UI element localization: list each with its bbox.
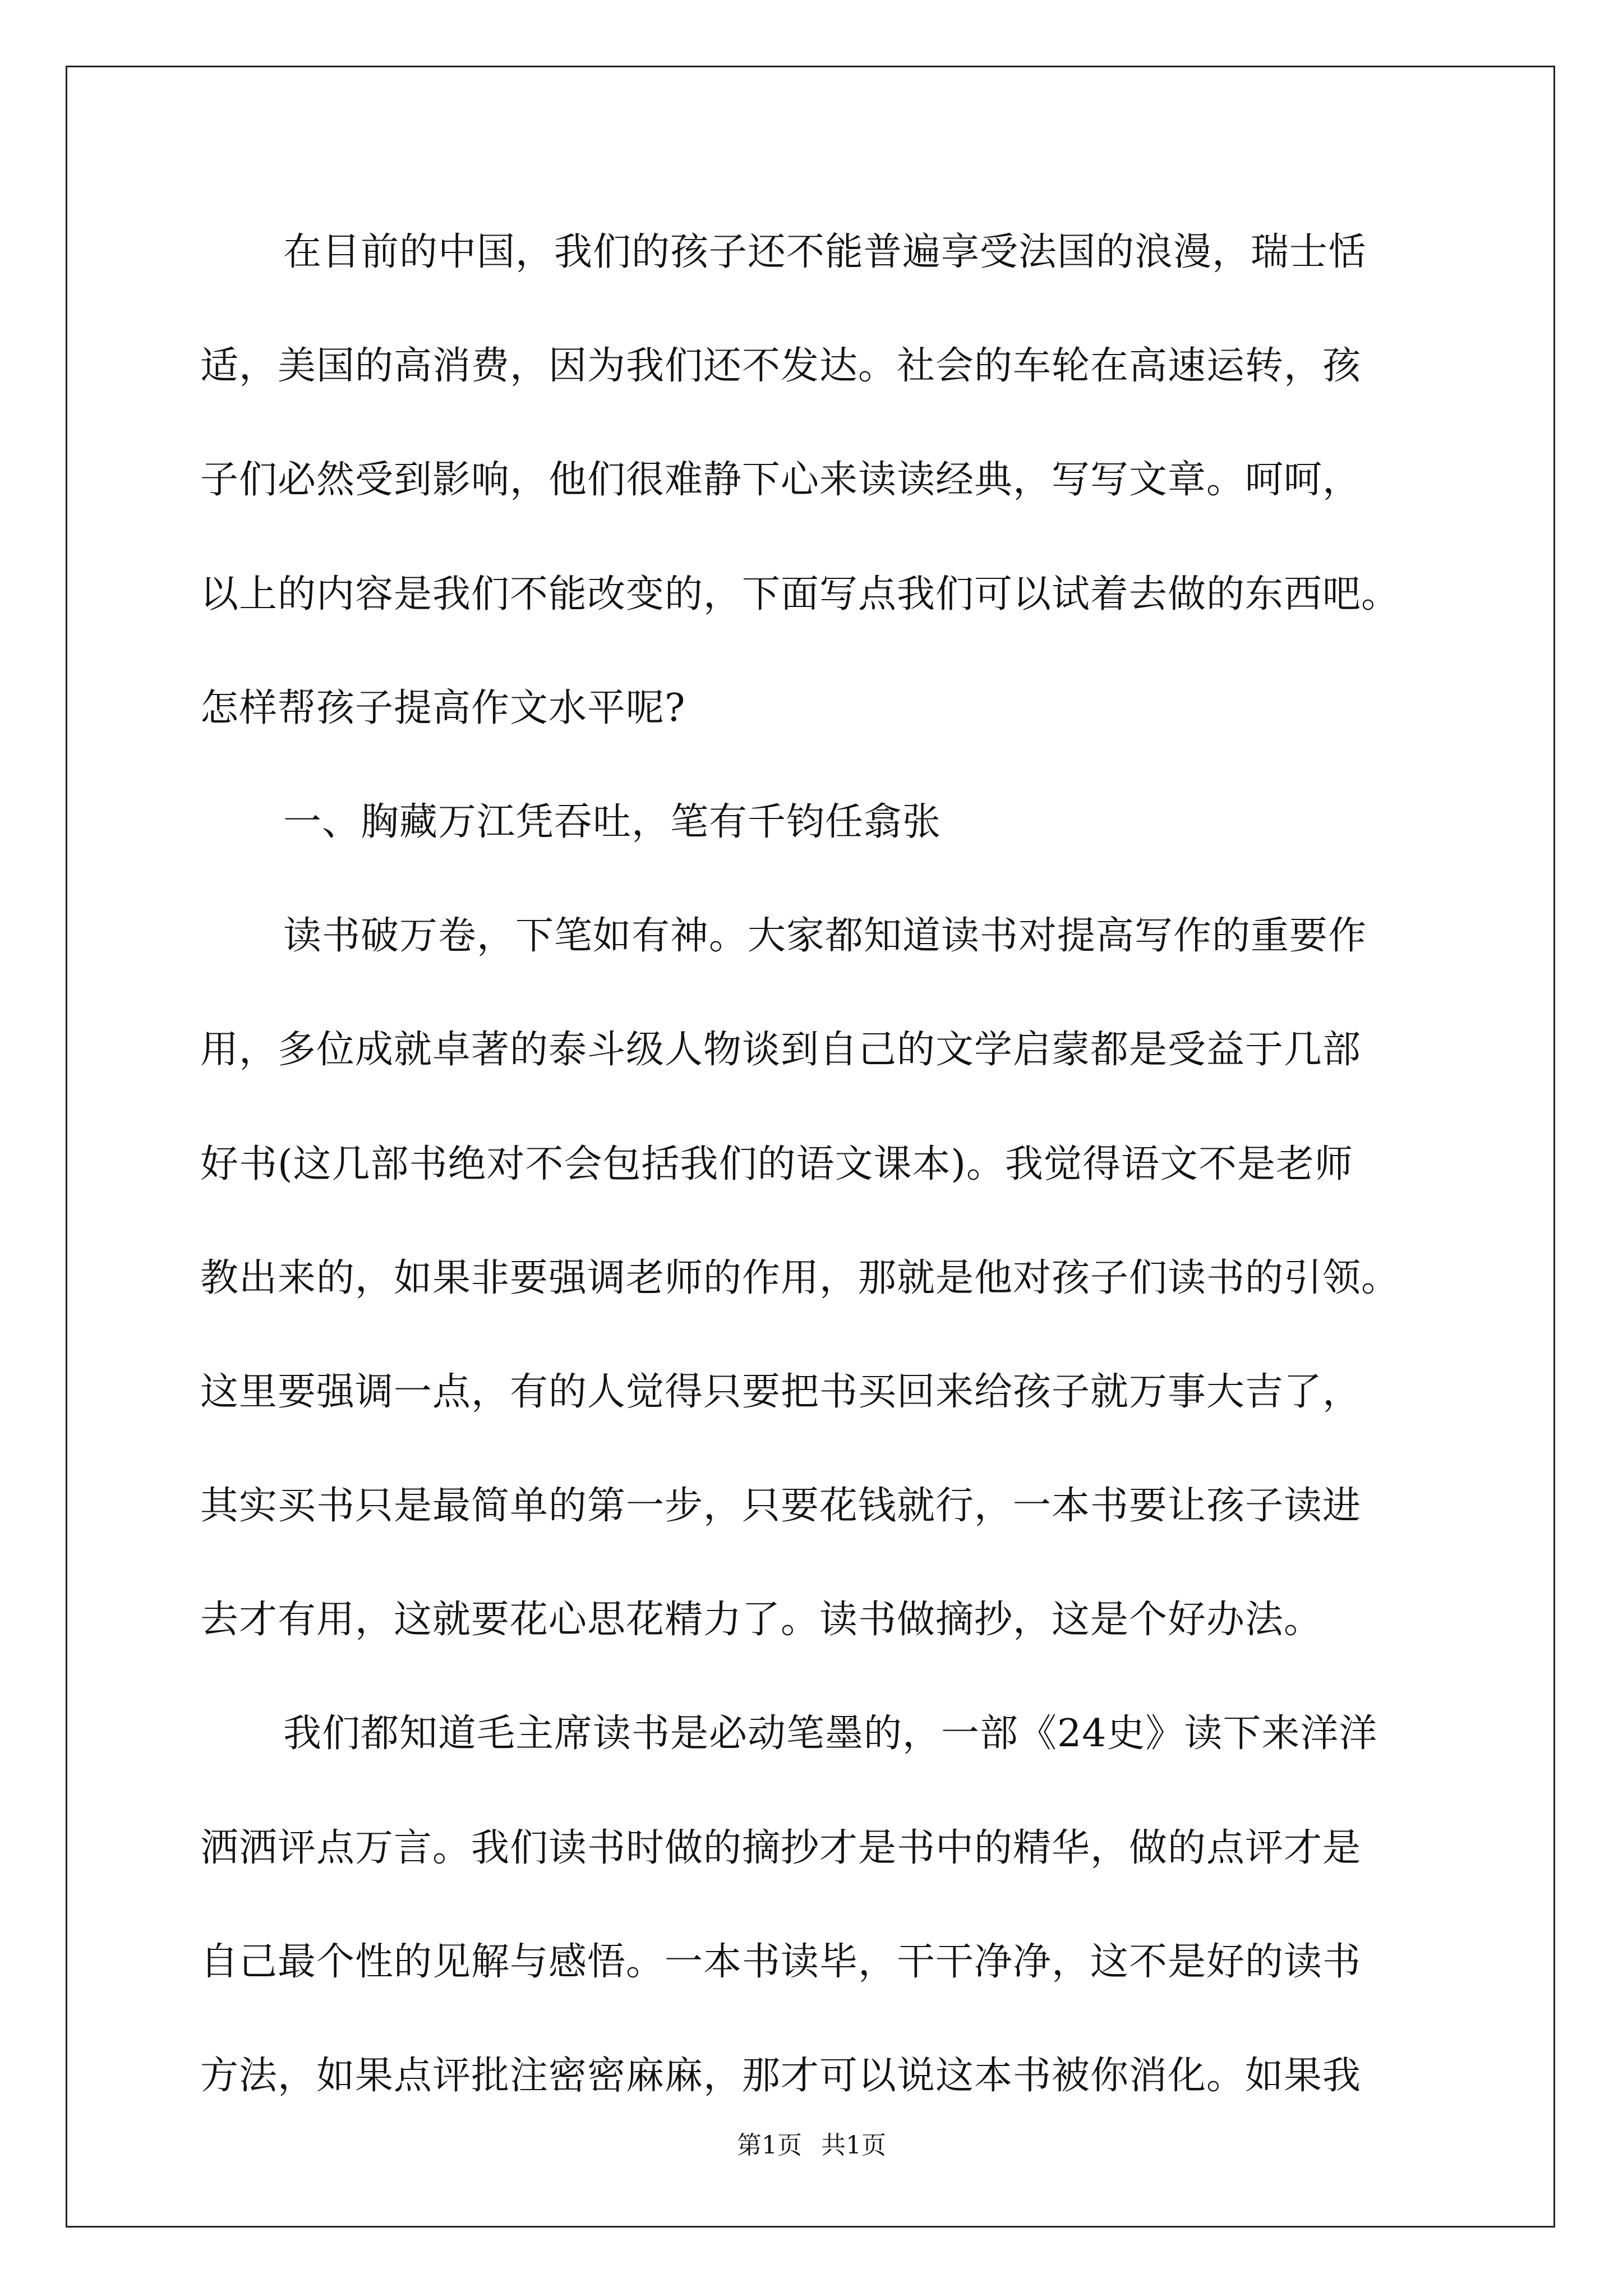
text-line: 用，多位成就卓著的泰斗级人物谈到自己的文学启蒙都是受益于几部 bbox=[200, 1028, 1362, 1073]
text-line: 以上的内容是我们不能改变的，下面写点我们可以试着去做的东西吧。 bbox=[200, 572, 1400, 616]
document-body bbox=[200, 219, 1428, 2156]
page-total: 共1页 bbox=[821, 2131, 886, 2160]
text-line: 好书(这几部书绝对不会包括我们的语文课本)。我觉得语文不是老师 bbox=[200, 1142, 1354, 1186]
text-line: 洒洒评点万言。我们读书时做的摘抄才是书中的精华，做的点评才是 bbox=[200, 1825, 1362, 1870]
text-line: 教出来的，如果非要强调老师的作用，那就是他对孩子们读书的引领。 bbox=[200, 1255, 1400, 1300]
text-line: 自己最个性的见解与感悟。一本书读毕，干干净净，这不是好的读书 bbox=[200, 1939, 1362, 1984]
text-line: 去才有用，这就要花心思花精力了。读书做摘抄，这是个好办法。 bbox=[200, 1598, 1323, 1642]
text-line: 读书破万卷，下笔如有神。大家都知道读书对提高写作的重要作 bbox=[283, 914, 1367, 959]
text-line: 方法，如果点评批注密密麻麻，那才可以说这本书被你消化。如果我 bbox=[200, 2054, 1362, 2098]
page-number: 第1页 bbox=[737, 2131, 802, 2160]
text-line: 适，美国的高消费，因为我们还不发达。社会的车轮在高速运转，孩 bbox=[200, 344, 1362, 389]
page-footer bbox=[0, 2129, 1623, 2162]
text-line: 在目前的中国，我们的孩子还不能普遍享受法国的浪漫，瑞士恬 bbox=[283, 230, 1367, 274]
text-line: 我们都知道毛主席读书是必动笔墨的，一部《24史》读下来洋洋 bbox=[283, 1711, 1378, 1756]
text-line: 其实买书只是最简单的第一步，只要花钱就行，一本书要让孩子读进 bbox=[200, 1484, 1362, 1529]
text-line: 这里要强调一点，有的人觉得只要把书买回来给孩子就万事大吉了， bbox=[200, 1369, 1362, 1414]
section-heading: 一、胸藏万江凭吞吐，笔有千钧任翕张 bbox=[283, 799, 942, 844]
text-line: 怎样帮孩子提高作文水平呢? bbox=[200, 685, 686, 730]
text-line: 子们必然受到影响，他们很难静下心来读读经典，写写文章。呵呵， bbox=[200, 458, 1362, 503]
